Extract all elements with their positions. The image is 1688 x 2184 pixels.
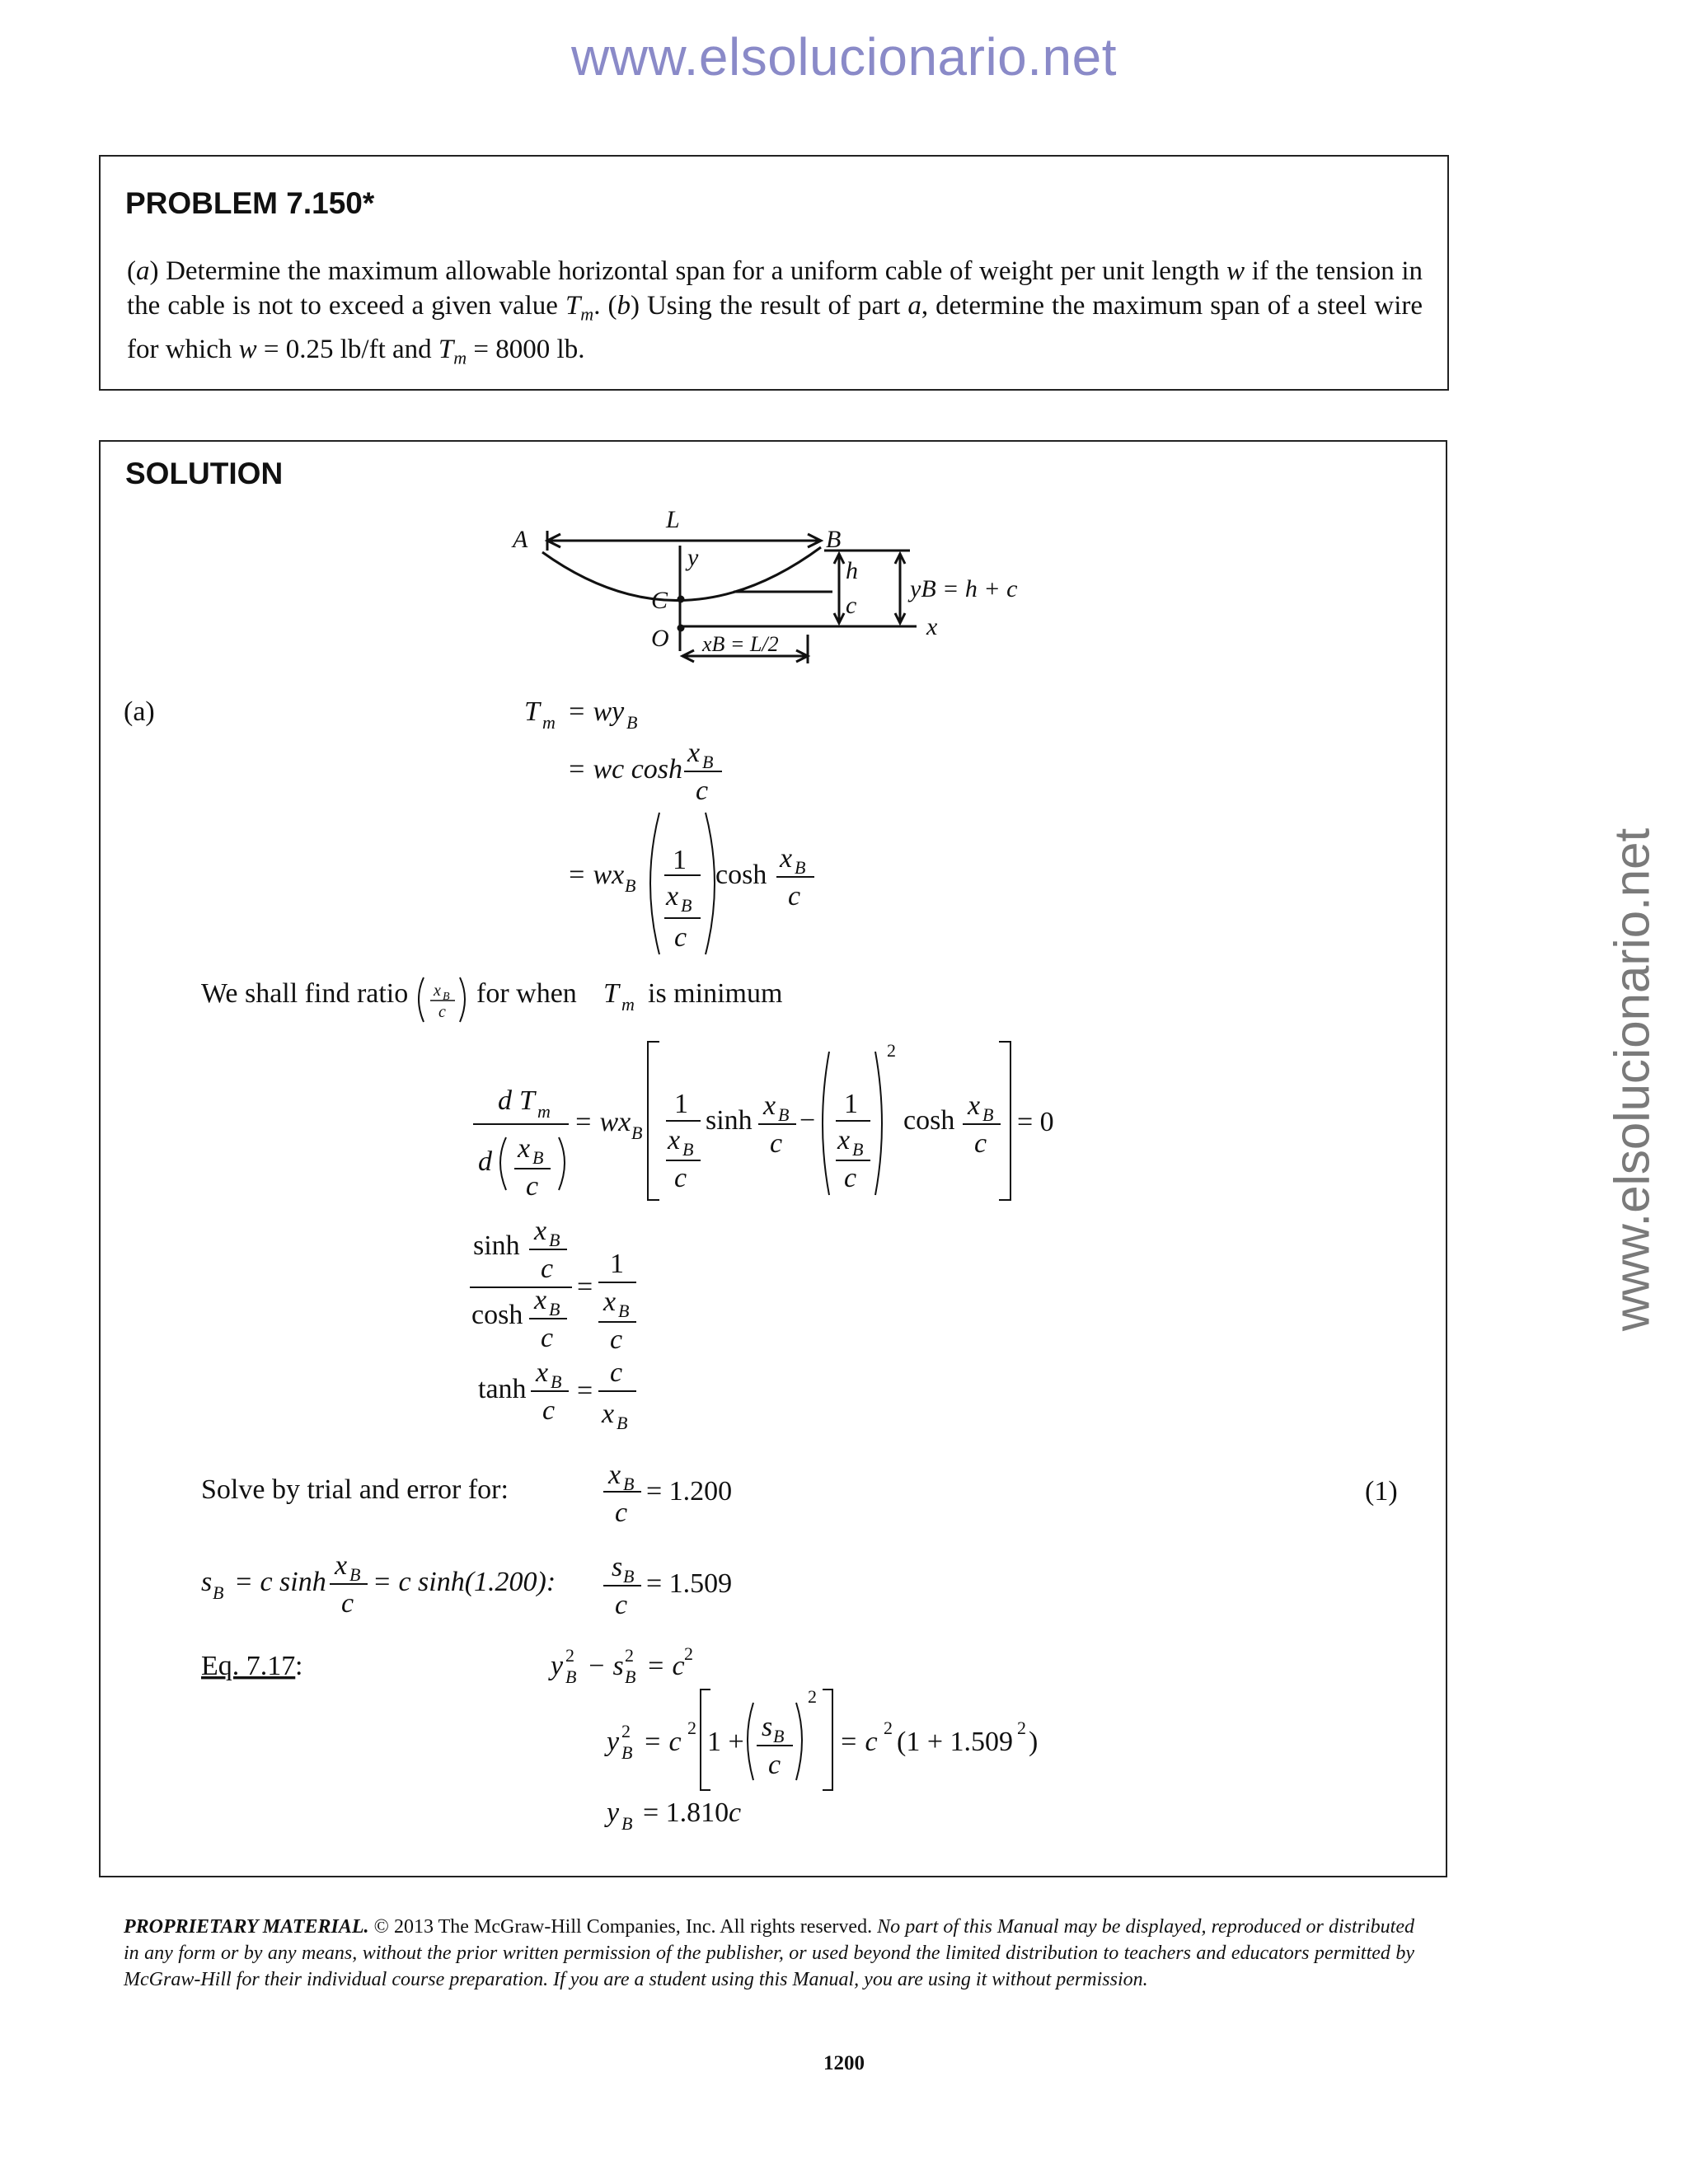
svg-text:B: B — [795, 857, 806, 878]
svg-text:2: 2 — [625, 1645, 634, 1666]
yb-final-rhs: = 1.810 — [643, 1797, 729, 1828]
svg-text:B: B — [982, 1104, 994, 1125]
svg-text:B: B — [778, 1104, 790, 1125]
yb-squared-equation — [604, 1686, 1038, 1790]
trial-label: Solve by trial and error for: — [201, 1474, 509, 1505]
page-number: 1200 — [823, 2052, 865, 2074]
statement-segment: if the tension in the cable is not to exceed a given value — [127, 256, 1423, 321]
statement-segment: b — [617, 291, 631, 321]
svg-text:1 +: 1 + — [707, 1727, 744, 1757]
svg-text:B: B — [773, 1726, 785, 1746]
svg-text:= c: = c — [643, 1727, 682, 1757]
svg-text:=: = — [577, 1272, 593, 1302]
svg-text:2: 2 — [687, 1718, 696, 1738]
svg-text:1: 1 — [610, 1249, 624, 1279]
svg-text:c: c — [541, 1254, 554, 1284]
statement-segment: a — [136, 256, 150, 286]
statement-segment: = 8000 lb. — [467, 334, 585, 364]
svg-text:1: 1 — [674, 1089, 688, 1119]
yb-final-lhs: y — [607, 1797, 620, 1828]
equation-number: (1) — [1365, 1476, 1398, 1507]
svg-text:B: B — [625, 1666, 636, 1687]
svg-text:x: x — [666, 881, 679, 912]
svg-text:c: c — [341, 1588, 354, 1619]
proprietary-footer — [124, 1914, 1414, 1993]
svg-text:2: 2 — [684, 1643, 693, 1664]
svg-text:c: c — [768, 1750, 781, 1780]
svg-text:y: y — [607, 1727, 620, 1757]
sketch-label-b: B — [826, 526, 842, 553]
footer-notice: No part of this Manual may be displayed, reproduced or distributed in any form or by any means, without the prior written permission of the publisher, or used beyond the limited distribution to teachers and educators permitted by McGraw-Hill for their individual course preparation. If you are a student using this Manual, you are using it without permission. — [124, 1916, 1414, 1990]
sketch-label-o: O — [651, 625, 669, 652]
svg-text:x: x — [968, 1090, 981, 1121]
svg-text:x: x — [763, 1090, 776, 1121]
solution-heading: SOLUTION — [125, 457, 284, 490]
svg-text:= c: = c — [839, 1727, 878, 1757]
svg-text:B: B — [618, 1301, 630, 1321]
statement-segment: m — [580, 303, 594, 325]
sketch-label-a: A — [513, 526, 528, 553]
statement-segment: , determine the maximum span of a steel wire for which — [127, 291, 1423, 364]
sketch-label-h: h — [846, 557, 858, 584]
svg-text:c: c — [542, 1395, 556, 1426]
svg-text:T: T — [603, 978, 619, 1009]
ratio-text-tail: is minimum — [648, 978, 783, 1009]
svg-text:c: c — [526, 1171, 539, 1202]
sketch-label-x: x — [926, 613, 938, 640]
sketch-label-y: y — [687, 544, 699, 571]
tm-rhs-subscript: B — [626, 712, 638, 733]
svg-text:x: x — [837, 1125, 851, 1155]
eq-wxb-sub: B — [625, 875, 636, 896]
svg-text:−: − — [799, 1105, 816, 1136]
svg-text:s: s — [201, 1567, 213, 1597]
cosh-label-1: cosh — [715, 860, 767, 890]
svg-text:s: s — [612, 1552, 623, 1582]
svg-text:B: B — [631, 1122, 643, 1143]
trial-value: = 1.200 — [646, 1476, 733, 1507]
footer-copyright: © 2013 The McGraw-Hill Companies, Inc. All rights reserved. — [368, 1916, 878, 1938]
svg-text:B: B — [532, 1147, 544, 1168]
svg-text:B: B — [623, 1566, 635, 1586]
ratio-text-after: for when — [476, 978, 577, 1009]
statement-segment: ( — [127, 256, 136, 286]
tm-subscript: m — [542, 712, 556, 733]
svg-text:m: m — [537, 1101, 551, 1122]
sketch-label-yb: yB = h + c — [910, 575, 1018, 602]
eq717-colon: : — [295, 1651, 303, 1681]
statement-segment: = 0.25 lb/ft and — [256, 334, 438, 364]
svg-text:= 0: = 0 — [1017, 1107, 1054, 1137]
svg-text:y: y — [551, 1651, 564, 1681]
tm-symbol: T — [524, 696, 540, 727]
sketch-label-c-point: C — [651, 587, 668, 614]
svg-text:c: c — [610, 1357, 623, 1388]
statement-segment: T — [565, 291, 581, 321]
svg-text:x: x — [536, 1357, 549, 1388]
svg-text:cosh: cosh — [471, 1300, 523, 1330]
svg-text:x: x — [335, 1550, 348, 1581]
svg-text:2: 2 — [884, 1718, 893, 1738]
svg-text:B: B — [549, 1299, 560, 1319]
svg-text:B: B — [443, 991, 450, 1003]
sketch-label-c: c — [846, 592, 857, 619]
svg-text:B: B — [617, 1413, 628, 1433]
frac-den-c: c — [696, 776, 709, 806]
svg-text:x: x — [780, 843, 793, 874]
svg-text:B: B — [549, 1230, 560, 1250]
svg-text:d: d — [498, 1085, 512, 1116]
svg-text:B: B — [349, 1564, 361, 1585]
eq717-label: Eq. 7.17 — [201, 1651, 296, 1681]
eq-wxb: = wx — [567, 860, 625, 890]
svg-text:c: c — [610, 1324, 623, 1355]
tm-rhs: = wy — [567, 696, 625, 727]
svg-text:2: 2 — [565, 1645, 574, 1666]
svg-text:cosh: cosh — [903, 1105, 955, 1136]
svg-text:B: B — [682, 1139, 694, 1160]
statement-segment: m — [453, 347, 467, 368]
svg-text:B: B — [621, 1813, 633, 1834]
statement-segment: . ( — [593, 291, 617, 321]
svg-text:B: B — [213, 1582, 224, 1603]
svg-text:sinh: sinh — [706, 1105, 753, 1136]
svg-text:x: x — [434, 982, 441, 1000]
svg-text:2: 2 — [887, 1040, 896, 1061]
svg-text:B: B — [551, 1371, 562, 1392]
inner-one: 1 — [673, 845, 687, 875]
sketch-label-xb: xB = L/2 — [702, 632, 779, 656]
svg-text:): ) — [1029, 1727, 1039, 1757]
svg-text:(1 + 1.509: (1 + 1.509 — [897, 1727, 1013, 1757]
footer-bold-label: PROPRIETARY MATERIAL. — [124, 1916, 369, 1938]
sb-eq-lhs: = c sinh — [234, 1567, 326, 1597]
svg-text:x: x — [518, 1133, 531, 1164]
svg-text:m: m — [621, 994, 635, 1015]
svg-text:x: x — [603, 1286, 617, 1317]
svg-text:=: = — [577, 1376, 593, 1406]
statement-segment: ) Using the result of part — [630, 291, 908, 321]
statement-segment: w — [1226, 256, 1245, 286]
svg-text:c: c — [674, 922, 687, 953]
frac-num-x: x — [687, 738, 701, 768]
svg-text:x: x — [668, 1125, 681, 1155]
svg-text:s: s — [762, 1712, 773, 1742]
svg-text:B: B — [565, 1666, 577, 1687]
ratio-equation — [470, 1216, 636, 1433]
frac-num-sub: B — [702, 752, 714, 772]
svg-text:B: B — [681, 895, 692, 916]
svg-text:c: c — [974, 1128, 987, 1159]
statement-segment: T — [438, 334, 454, 364]
statement-segment: w — [238, 334, 257, 364]
svg-text:T: T — [519, 1085, 535, 1116]
svg-text:c: c — [541, 1323, 554, 1353]
svg-text:x: x — [534, 1285, 547, 1315]
part-a-label: (a) — [124, 696, 155, 727]
svg-text:= c: = c — [646, 1651, 685, 1681]
watermark-side: www.elsolucionario.net — [1604, 827, 1660, 1332]
svg-text:B: B — [852, 1139, 864, 1160]
eq-wc-cosh: = wc cosh — [567, 754, 683, 785]
sketch-label-l: L — [666, 506, 680, 533]
svg-text:B: B — [623, 1474, 635, 1494]
svg-text:sinh: sinh — [473, 1230, 520, 1261]
svg-text:1: 1 — [844, 1089, 858, 1119]
sb-eq-mid: = c sinh(1.200): — [373, 1567, 556, 1597]
svg-text:c: c — [615, 1590, 628, 1620]
svg-text:tanh: tanh — [478, 1374, 527, 1404]
sb-value: = 1.509 — [646, 1568, 733, 1599]
svg-text:c: c — [674, 1163, 687, 1193]
svg-text:x: x — [534, 1216, 547, 1246]
svg-text:x: x — [608, 1460, 621, 1490]
yb-final-c: c — [729, 1797, 742, 1828]
svg-text:= wx: = wx — [574, 1107, 631, 1137]
watermark-top: www.elsolucionario.net — [571, 27, 1117, 87]
svg-text:c: c — [770, 1128, 783, 1159]
svg-text:2: 2 — [621, 1721, 631, 1741]
svg-text:B: B — [621, 1742, 633, 1763]
ratio-text: We shall find ratio — [201, 978, 409, 1009]
problem-heading: PROBLEM 7.150* — [125, 186, 375, 220]
svg-text:x: x — [602, 1399, 615, 1429]
svg-text:c: c — [788, 881, 801, 912]
derivative-equation — [473, 1040, 1054, 1202]
svg-text:c: c — [438, 1003, 446, 1021]
svg-text:2: 2 — [1017, 1718, 1026, 1738]
svg-text:2: 2 — [808, 1686, 817, 1707]
eq717-rhs: − s — [587, 1651, 624, 1681]
svg-text:d: d — [478, 1146, 492, 1177]
statement-segment: ) Determine the maximum allowable horizontal span for a uniform cable of weight per unit length — [149, 256, 1227, 286]
svg-text:c: c — [615, 1497, 628, 1528]
statement-segment: a — [907, 291, 921, 321]
svg-text:c: c — [844, 1163, 857, 1193]
